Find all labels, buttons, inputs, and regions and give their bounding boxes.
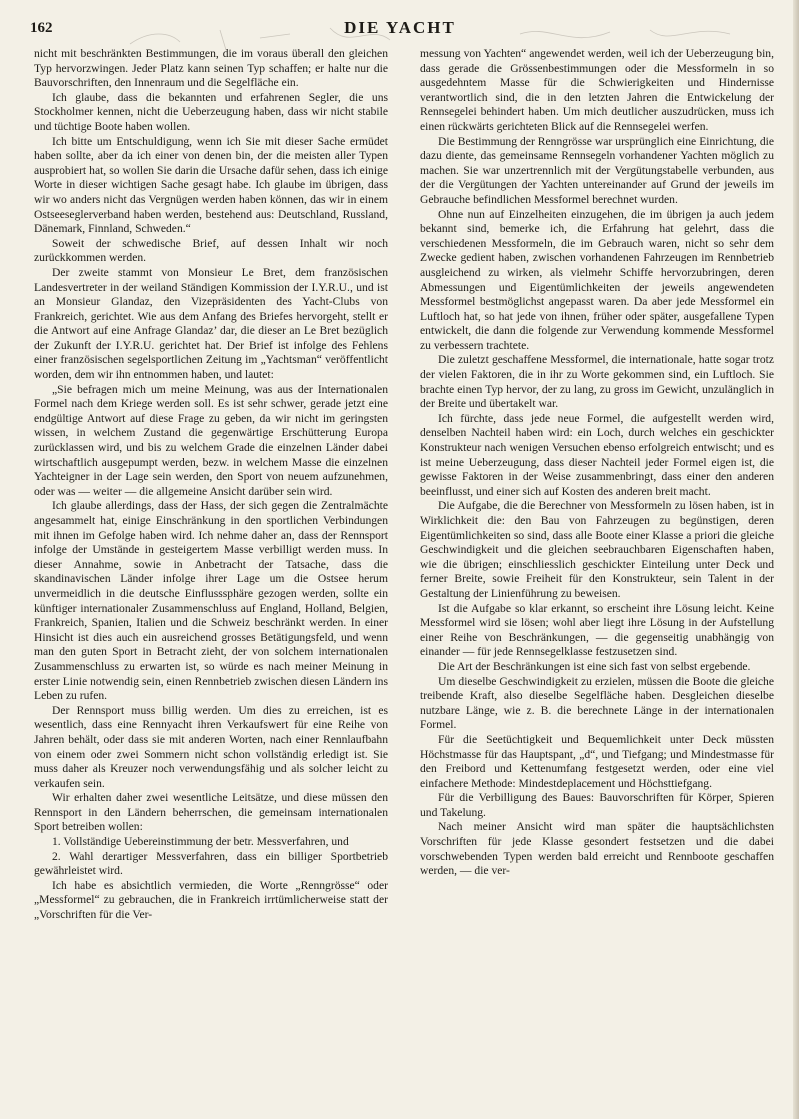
paragraph: nicht mit beschränkten Bestimmungen, die im voraus überall den gleichen Typ hervorzwingen. Jeder Platz kann seinen Typ schaffen; er halte nur die Bauvorschriften, den Innenraum und die Segelfläche ein. bbox=[34, 47, 388, 90]
paragraph: messung von Yachten“ angewendet werden, weil ich der Ueberzeugung bin, dass gerade die Grössenbestimmungen oder die Messformeln in so ausgedehntem Masse für die Schwierigkeiten und Hindernisse verantwortlich sind, die in den letzten Jahren die Entwickelung der Rennsegelei behindert haben. Um mich deutlicher auszudrücken, muss ich einen rückwärts gerichteten Blick auf die Rennsegelei werfen. bbox=[420, 47, 774, 133]
quoted-paragraph: Ich glaube allerdings, dass der Hass, der sich gegen die Zentralmächte angesammelt hat, einige Einschränkung in den sportlichen Verbindungen mit ihnen im Gefolge haben wird. Ich nehme daher an, dass der Rennsport infolge der Umstände in gesteigertem Masse verbilligt werden muss. In dieser Annahme, sowie in Anbetracht der Tatsache, dass die skandinavischen Länder infolge ihrer Lage um die Ostsee herum unvermeidlich in die deutsche Einflusssphäre gezogen werden, sollte ein künftiger internationaler Zusammenschluss auf England, Holland, Belgien, Frankreich, Spanien, Italien und die Schweiz beschränkt werden. In einer Hinsicht ist dies auch ein ausreichend grosses Betätigungsfeld, und wenn man den guten Sport in Betracht zieht, der von solchem internationalen Zusammenschluss zu erwarten ist, so würde es nach meiner Meinung in erster Linie notwendig sein, einen Rennbetrieb zwischen diesen Ländern ins Leben zu rufen. bbox=[34, 499, 388, 703]
quoted-paragraph: Wir erhalten daher zwei wesentliche Leitsätze, und diese müssen den Rennsport in den Ländern beherrschen, die gemeinsam internationalen Sport betreiben wollen: bbox=[34, 791, 388, 834]
paragraph: Für die Verbilligung des Baues: Bauvorschriften für Körper, Spieren und Takelung. bbox=[420, 791, 774, 819]
paragraph: Ich glaube, dass die bekannten und erfahrenen Segler, die uns Stockholmer kennen, nicht die Ueberzeugung haben, dass wir nicht stabile und tüchtige Boote haben wollen. bbox=[34, 90, 388, 133]
paragraph: Um dieselbe Geschwindigkeit zu erzielen, müssen die Boote die gleiche treibende Kraft, also dieselbe Segelfläche haben. Desgleichen dieselbe nutzbare Länge, wie z. B. die berechnete Länge in der internationalen Formel. bbox=[420, 674, 774, 732]
right-text-column bbox=[420, 47, 774, 879]
paragraph: Die Bestimmung der Renngrösse war ursprünglich eine Einrichtung, die dazu diente, das gemeinsame Rennsegeln vorhandener Yachten möglich zu machen. Sie war unzertrennlich mit der Vergütungstabelle verbunden, aus der die Vergütungen der Yachten untereinander auf Grund der jeweils im Gebrauche befindlichen Messformel berechnet wurden. bbox=[420, 134, 774, 206]
paragraph: Die Art der Beschränkungen ist eine sich fast von selbst ergebende. bbox=[438, 659, 751, 673]
paragraph: Ich bitte um Entschuldigung, wenn ich Sie mit dieser Sache ermüdet haben sollte, aber da ich einer von denen bin, der die meisten aller Typen ausprobiert hat, so wollen Sie darin die Ursache dafür sehen, dass ich einige Worte in dieser wichtigen Sache gesagt habe. Ich glaube im übrigen, dass wir wo anders nicht das Vergnügen werden haben können, das wir in einem Ostseeseglerverband haben werden, bestehend aus: Deutschland, Russland, Dänemark, Finnland, Schweden.“ bbox=[34, 134, 388, 236]
running-title: DIE YACHT bbox=[344, 18, 456, 37]
paragraph: Die zuletzt geschaffene Messformel, die internationale, hatte sogar trotz der vielen Faktoren, die in ihr zu Worte gekommen sind, ein Luftloch. Sie brachte einen Typ hervor, der zu lang, zu gross im Gewicht, unzulänglich in der Breite und übertakelt war. bbox=[420, 353, 774, 411]
paragraph: Der zweite stammt von Monsieur Le Bret, dem französischen Landesvertreter in der weiland Ständigen Kommission der I.Y.R.U., und ist an Monsieur Glandaz, den Vizepräsidenten des Yacht-Clubs von Frankreich, gerichtet. Wie aus dem Anfang des Briefes hervorgeht, stellt er die Antwort auf eine Anfrage Glandaz’ dar, die dieser an Le Bret bezüglich der Zukunft der I.Y.R.U. gerichtet hat. Der Brief ist infolge des Fehlens einer französischen segelsportlichen Zeitung im „Yachtsman“ veröffentlicht worden, dem wir ihn entnommen haben, und lautet: bbox=[34, 265, 388, 382]
quoted-paragraph: Der Rennsport muss billig werden. Um dies zu erreichen, ist es wesentlich, dass eine Rennyacht ihren Verkaufswert für eine Reihe von Jahren behält, oder dass sie mit anderen Worten, nach einer Rennlaufbahn von einem oder zwei Sommern nicht schon vollständig erledigt ist. Sie muss daher als Kreuzer noch verwendungsfähig und als solcher leicht zu verkaufen sein. bbox=[34, 703, 388, 790]
page-edge-shadow bbox=[793, 0, 799, 1119]
quoted-paragraph: „Sie befragen mich um meine Meinung, was aus der Internationalen Formel nach dem Kriege werden soll. Es ist sehr schwer, gerade jetzt eine endgültige Antwort auf diese Frage zu geben, da wir nicht im geringsten wissen, in welchem Zustand die gegenwärtige Erschütterung Europa zurücklassen wird, und bis zu welchem Grade die einzelnen Länder dabei wirtschaftlich ausgepumpt werden, bezw. in welchem Masse die einzelnen Yachteigner in der Lage sein werden, den Sport von neuem aufzunehmen, oder was — weiter — die allgemeine Ansicht darüber sein wird. bbox=[34, 382, 388, 498]
paragraph: Für die Seetüchtigkeit und Bequemlichkeit unter Deck müssten Höchstmasse für das Hauptspant, „d“, und Tiefgang; und Mindestmasse für den Freibord und Kettenumfang festgesetzt werden, oder eine viel einfachere Methode: Mindestdeplacement und Höchsttiefgang. bbox=[420, 732, 774, 790]
list-item: 2. Wahl derartiger Messverfahren, dass ein billiger Sportbetrieb gewährleistet wird. bbox=[34, 849, 388, 878]
paragraph: Ohne nun auf Einzelheiten einzugehen, die im übrigen ja auch jedem bekannt sind, bemerke ich, die Erfahrung hat gelehrt, dass die verschiedenen Messformeln, die im Gebrauch waren, nicht so sehr dem Zwecke gedient haben, zwischen vorhandenen Fahrzeugen im Rennbetrieb ausgleichend zu wirken, als vielmehr Schiffe hervorzubringen, deren Abmessungen und Eigentümlichkeiten der jeweils angewendeten Messformel bestmöglichst angepasst waren. Da aber jede Messformel ein Luftloch hat, so hat jede von ihnen, früher oder später, ausgefallene Typen entwickelt, die dann die folgende zur Verwendung kommende Messformel zu verbessern trachtete. bbox=[420, 207, 774, 352]
list-item: 1. Vollständige Uebereinstimmung der betr. Messverfahren, und bbox=[52, 835, 349, 849]
pencil-scribble-mark bbox=[30, 20, 770, 50]
paragraph: Die Aufgabe, die die Berechner von Messformeln zu lösen haben, ist in Wirklichkeit die: den Bau von Fahrzeugen zu begünstigen, deren Eigentümlichkeiten so sind, dass alle Boote einer Klasse a priori die gleiche Geschwindigkeit und die gleichen seebrauchbaren Eigenschaften haben, wie die übrigen; einschliesslich geschickter Einteilung unter Deck und ferner Breite, sowie Freiheit für den Konstrukteur, sein Talent in der Gestaltung der Linienführung zu beweisen. bbox=[420, 499, 774, 600]
quoted-paragraph: Ich habe es absichtlich vermieden, die Worte „Renngrösse“ oder „Messformel“ zu gebrauchen, die in Frankreich irrtümlicherweise statt der „Vorschriften für die Ver- bbox=[34, 878, 388, 922]
paragraph: Ich fürchte, dass jede neue Formel, die aufgestellt werden wird, denselben Nachteil haben wird: ein Loch, durch welches ein geschickter Konstrukteur nach wenigen Versuchen ebenso erfolgreich entwischt; und es ist meine Ueberzeugung, dass dieser Nachteil jeder Formel eigen ist, die gewisse Faktoren in der Weise zusammenbringt, dass einer den anderen beeinflusst, und einer sich auf Kosten des anderen breit macht. bbox=[420, 411, 774, 498]
paragraph: Soweit der schwedische Brief, auf dessen Inhalt wir noch zurückkommen werden. bbox=[34, 236, 388, 265]
page-number: 162 bbox=[30, 20, 53, 36]
paragraph: Nach meiner Ansicht wird man später die hauptsächlichsten Vorschriften für jede Klasse gesondert festsetzen und die dabei vorschwebenden Typen werden bald erreicht und Rennboote geschaffen werden, — die ver- bbox=[420, 820, 774, 878]
left-text-column bbox=[34, 47, 388, 923]
page-header bbox=[30, 20, 770, 44]
paragraph: Ist die Aufgabe so klar erkannt, so erscheint ihre Lösung leicht. Keine Messformel wird sie lösen; wohl aber liegt ihre Lösung in der Aufstellung einer Reihe von Beschränkungen, — die gegenseitig unabhängig von einander — für jede Rennsegelklasse festzusetzen sind. bbox=[420, 601, 774, 659]
